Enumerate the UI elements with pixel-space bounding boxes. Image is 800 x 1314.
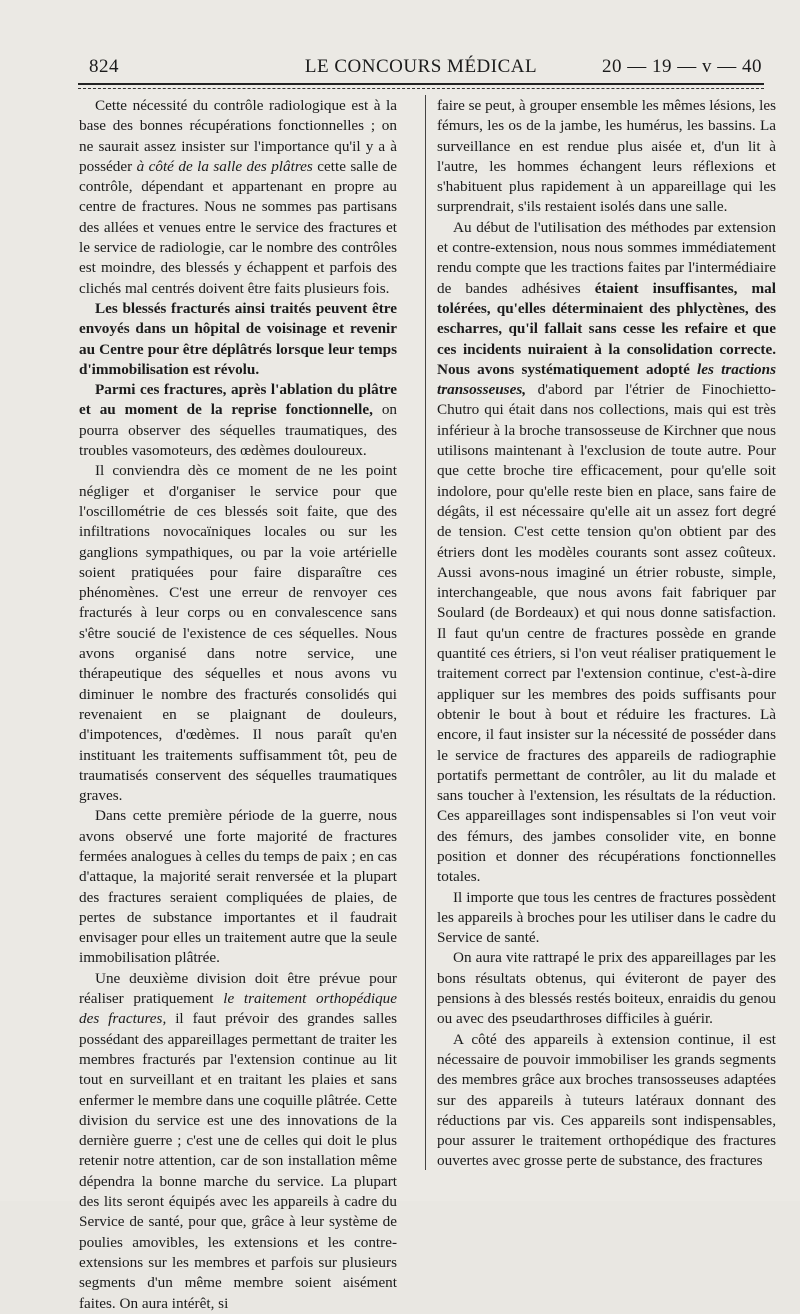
paragraph: Cette nécessité du contrôle radiologique est à la base des bonnes récupérations fonctionnelles ; on ne saurait assez insister sur l'importance qu'il y a à posséder à côté de la salle des plâtres cette salle de contrôle, dépendant et appartenant en propre au centre de fractures. Nous ne sommes pas partisans des allées et venues entre le service des fractures et le service de radiologie, car le nombre des contrôles est moindre, des blessés y échappent et parfois des clichés mal centrés doivent être faits plusieurs fois. [79, 97, 397, 297]
column-divider [425, 95, 426, 1170]
right-column [437, 96, 776, 1172]
page-number: 824 [89, 56, 119, 77]
paragraph: A côté des appareils à extension continue, il est nécessaire de pouvoir immobiliser les grands segments des membres grâce aux broches transosseuses adaptées sur des appareils à tuteurs latéraux donnant des réductions par vis. Ces appareils sont indispensables, pour assurer le traitement orthopédique des fractures ouvertes avec grosse perte de substance, des fractures [437, 1030, 776, 1170]
header-rule-dashed [78, 88, 764, 89]
paragraph: Il conviendra dès ce moment de ne les point négliger et d'organiser le service pour que l'oscillométrie de ces blessés soit faite, que des infiltrations novocaïniques locales ou sur les ganglions sympathiques, ou par la voie artérielle soient pratiquées pour faire disparaître ces phénomènes. C'est une erreur de renvoyer ces fracturés à leur corps ou en convalescence sans s'être soucié de l'existence de ces séquelles. Nous avons organisé dans notre service, une thérapeutique des séquelles et nous avons vu diminuer le nombre des fracturés consolidés qui revenaient en se plaignant de douleurs, d'impotences, d'œdèmes. Il nous paraît qu'en instituant les traitements suffisamment tôt, peu de traumatisés conservent des séquelles traumatiques graves. [79, 462, 397, 805]
page-header [78, 54, 764, 80]
paragraph: Dans cette première période de la guerre, nous avons observé une forte majorité de fractures fermées analogues à celles du temps de paix ; en cas d'attaque, la majorité serait renversée et la plupart des fractures seraient compliquées de plaies, de pertes de substance importantes et il faudrait envisager pour elles un traitement autre que la seule immobilisation plâtrée. [79, 807, 397, 967]
header-rule [78, 83, 764, 85]
journal-title: LE CONCOURS MÉDICAL [304, 56, 538, 77]
issue-date: 20 — 19 — v — 40 [602, 56, 762, 77]
paragraph: On aura vite rattrapé le prix des appareillages par les bons résultats obtenus, qui éviteront de payer des pensions à des blessés restés boiteux, enraidis du genou ou avec des pseudarthroses difficiles à guérir. [437, 949, 776, 1028]
paragraph: Parmi ces fractures, après l'ablation du plâtre et au moment de la reprise fonctionnelle, on pourra observer des séquelles traumatiques, des troubles vasomoteurs, des œdèmes douloureux. [79, 381, 397, 460]
paragraph: Il importe que tous les centres de fractures possèdent les appareils à broches pour les utiliser dans le cadre du Service de santé. [437, 888, 776, 947]
paragraph-bold: Les blessés fracturés ainsi traités peuvent être envoyés dans un hôpital de voisinage et revenir au Centre pour être déplâtrés lorsque leur temps d'immobilisation est révolu. [79, 299, 397, 378]
paragraph: faire se peut, à grouper ensemble les mêmes lésions, les fémurs, les os de la jambe, les humérus, les bassins. La surveillance en est rendue plus aisée et, d'un lit à l'autre, les hommes échangent leurs réflexions et s'habituent plus rapidement à un appareillage qui les surprendrait, s'ils restaient isolés dans une salle. [437, 97, 776, 216]
paragraph: Au début de l'utilisation des méthodes par extension et contre-extension, nous nous sommes immédiatement rendu compte que les tractions faites par l'intermédiaire de bandes adhésives étaient insuffisantes, mal tolérées, qu'elles déterminaient des phlyctènes, des escharres, qu'il fallait sans cesse les refaire et que ces incidents nuiraient à la consolidation correcte. Nous avons systématiquement adopté les tractions transosseuses, d'abord par l'étrier de Finochietto-Chutro qui était dans nos collections, mais qui est très inférieur à la broche transosseuse de Kirchner que nous utilisons maintenant à l'exclusion de toute autre. Pour que cette broche tire efficacement, pour qu'elle soit indolore, pour qu'elle reste bien en place, sans faire de dégâts, il est nécessaire qu'elle ait un assez fort degré de tension. C'est cette tension qu'on obtient par des étriers dont les modèles courants sont assez coûteux. Aussi avons-nous imaginé un étrier robuste, simple, interchangeable, que nous avons fait fabriquer par Soulard (de Bordeaux) et qui nous donne satisfaction. Il faut qu'un centre de fractures possède en grande quantité ces étriers, si l'on veut réaliser pratiquement le traitement correct par l'extension continue, c'est-à-dire appliquer sur les membres des poids suffisants pour obtenir le bout à bout et réduire les fractures. Là encore, il faut insister sur la nécessité de posséder dans le service de fractures des appareils de radiographie portatifs permettant de contrôler, au lit du malade et sans toucher à l'extension, les résultats de la réduction. Ces appareillages sont indispensables si l'on veut voir des fémurs, des jambes consolider vite, en bonne position et donner des récupérations fonctionnelles totales. [437, 218, 776, 886]
paragraph: Une deuxième division doit être prévue pour réaliser pratiquement le traitement orthopédique des fractures, il faut prévoir des grandes salles possédant des appareillages permettant de traiter les membres fracturés par l'extension continue au lit tout en surveillant et en traitant les plaies et sans enfermer le membre dans une coquille plâtrée. Cette division du service est une des innovations de la dernière guerre ; c'est une de celles qui doit le plus retenir notre attention, car de son installation même dépendra la bonne marche du service. La plupart des lits seront équipés avec les appareils à cadre du Service de santé, pour que, grâce à leur système de poulies amovibles, les extensions et les contre-extensions sur les membres et parfois sur plusieurs segments d'un même membre soient aisément faites. On aura intérêt, si [79, 969, 397, 1312]
left-column [79, 96, 397, 1314]
